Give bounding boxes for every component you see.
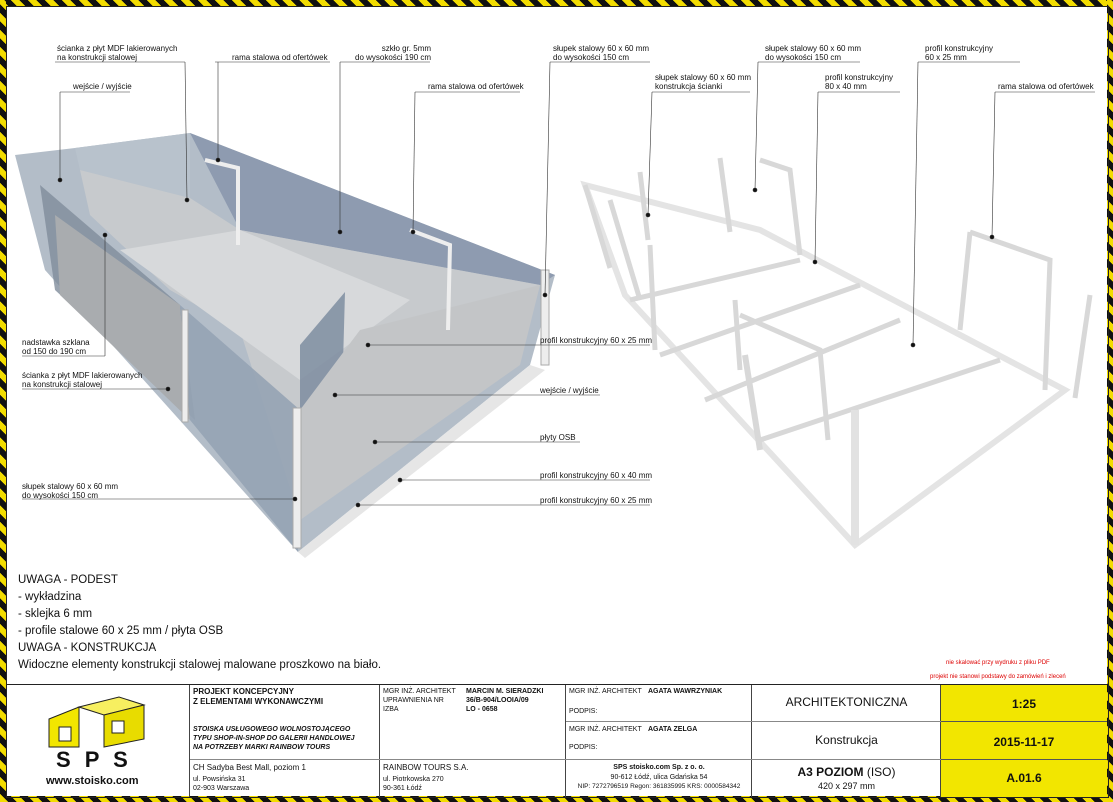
architect-labels: MGR INŻ. ARCHITEKT UPRAWNIENIA NR IZBA xyxy=(383,688,456,713)
sheet-info-cell xyxy=(752,685,941,797)
sps-logo-icon xyxy=(44,689,154,749)
note-line: - sklejka 6 mm xyxy=(18,608,93,620)
project-title: PROJEKT KONCEPCYJNY Z ELEMENTAMI WYKONAWCZYMI xyxy=(193,687,324,706)
note-line: - wykładzina xyxy=(18,591,82,603)
format-size: 420 x 297 mm xyxy=(817,781,876,791)
sheet-name: Konstrukcja xyxy=(815,733,878,747)
format-iso: (ISO) xyxy=(866,765,896,779)
callout-osb: płyty OSB xyxy=(540,433,576,442)
signature-label-2: PODPIS: xyxy=(569,744,598,751)
callout-profile-60x25: profil konstrukcyjny 60 x 25 mm xyxy=(925,44,994,62)
sheet-meta-cell xyxy=(941,685,1107,797)
architect-cell xyxy=(380,685,566,797)
callout-frame-right: rama stalowa od ofertówek xyxy=(428,82,524,91)
note-line: - profile stalowe 60 x 25 mm / płyta OSB xyxy=(18,625,224,637)
coauthor-2: AGATA ZELGA xyxy=(648,726,698,733)
branch: ARCHITEKTONICZNA xyxy=(785,695,908,709)
company-address: 90-612 Łódź, ulica Gdańska 54 xyxy=(610,774,708,781)
company: SPS stoisko.com Sp. z o. o. xyxy=(613,764,705,771)
coauthor-1-label: MGR INŻ. ARCHITEKT xyxy=(569,688,642,695)
callout-profile-60x25-a: profil konstrukcyjny 60 x 25 mm xyxy=(540,336,653,345)
date: 2015-11-17 xyxy=(993,735,1055,749)
coauthor-2-label: MGR INŻ. ARCHITEKT xyxy=(569,726,642,733)
callout-frame: rama stalowa od ofertówek xyxy=(998,82,1094,91)
note-line: Widoczne elementy konstrukcji stalowej malowane proszkowo na biało. xyxy=(18,659,382,671)
red-note-scale: nie skalować przy wydruku z pliku PDF xyxy=(946,660,1050,666)
location: CH Sadyba Best Mall, poziom 1 xyxy=(193,763,306,772)
callout-profile-80x40: profil konstrukcyjny 80 x 40 mm xyxy=(825,73,894,91)
callout-post-150: słupek stalowy 60 x 60 mm do wysokości 150 cm xyxy=(765,44,862,62)
coauthor-1: AGATA WAWRZYNIAK xyxy=(648,688,723,695)
format-value: A3 POZIOM xyxy=(797,765,864,779)
callout-entry-top: wejście / wyjście xyxy=(73,82,132,91)
client-address: ul. Piotrkowska 270 90-361 Łódź xyxy=(383,776,444,792)
callout-glass: szkło gr. 5mm do wysokości 190 cm xyxy=(355,44,432,62)
location-address: ul. Powsińska 31 02-903 Warszawa xyxy=(193,776,250,792)
steel-frame-view xyxy=(585,158,1090,545)
scale: 1:25 xyxy=(1011,697,1037,711)
callout-mdf-top: ścianka z płyt MDF lakierowanych na konstrukcji stalowej xyxy=(57,44,178,62)
company-ids: NIP: 7272796519 Regon: 361835995 KRS: 0000584342 xyxy=(577,783,741,790)
note-line: UWAGA - PODEST xyxy=(18,574,118,586)
callout-profile-60x40: profil konstrukcyjny 60 x 40 mm xyxy=(540,471,653,480)
drawing-number: A.01.6 xyxy=(1006,771,1042,785)
title-block xyxy=(6,684,1107,797)
logo-url: www.stoisko.com xyxy=(46,775,139,787)
coauthors-cell xyxy=(566,685,752,797)
callout-profile-60x25-b: profil konstrukcyjny 60 x 25 mm xyxy=(540,496,653,505)
project-description: STOISKA USŁUGOWEGO WOLNOSTOJĄCEGO TYPU SHOP-IN-SHOP DO GALERII HANDLOWEJ NA POTRZEBY MARKI RAINBOW TOURS xyxy=(193,726,355,751)
project-cell xyxy=(190,685,380,797)
logo-text: S P S xyxy=(56,747,132,772)
callout-post-top: słupek stalowy 60 x 60 mm do wysokości 150 cm xyxy=(553,44,650,62)
notes xyxy=(18,572,381,674)
note-line: UWAGA - KONSTRUKCJA xyxy=(18,642,157,654)
logo-cell xyxy=(6,685,190,797)
architect-values: MARCIN M. SIERADZKI 36/B-904/LOOIA/09 LO - 0658 xyxy=(466,688,544,713)
signature-label: PODPIS: xyxy=(569,708,598,715)
callout-post-wall: słupek stalowy 60 x 60 mm konstrukcja ścianki xyxy=(655,73,752,91)
client: RAINBOW TOURS S.A. xyxy=(383,763,469,772)
callout-post-bottom: słupek stalowy 60 x 60 mm do wysokości 150 cm xyxy=(22,482,119,500)
callout-frame-left: rama stalowa od ofertówek xyxy=(232,53,328,62)
callout-entry-right: wejście / wyjście xyxy=(540,386,599,395)
format xyxy=(752,765,941,779)
red-note-basis: projekt nie stanowi podstawy do zamówień i zleceń xyxy=(930,674,1066,680)
callout-mdf-side: ścianka z płyt MDF lakierowanych na konstrukcji stalowej xyxy=(22,371,143,389)
callout-glass-extension: nadstawka szklana od 150 do 190 cm xyxy=(22,338,90,356)
